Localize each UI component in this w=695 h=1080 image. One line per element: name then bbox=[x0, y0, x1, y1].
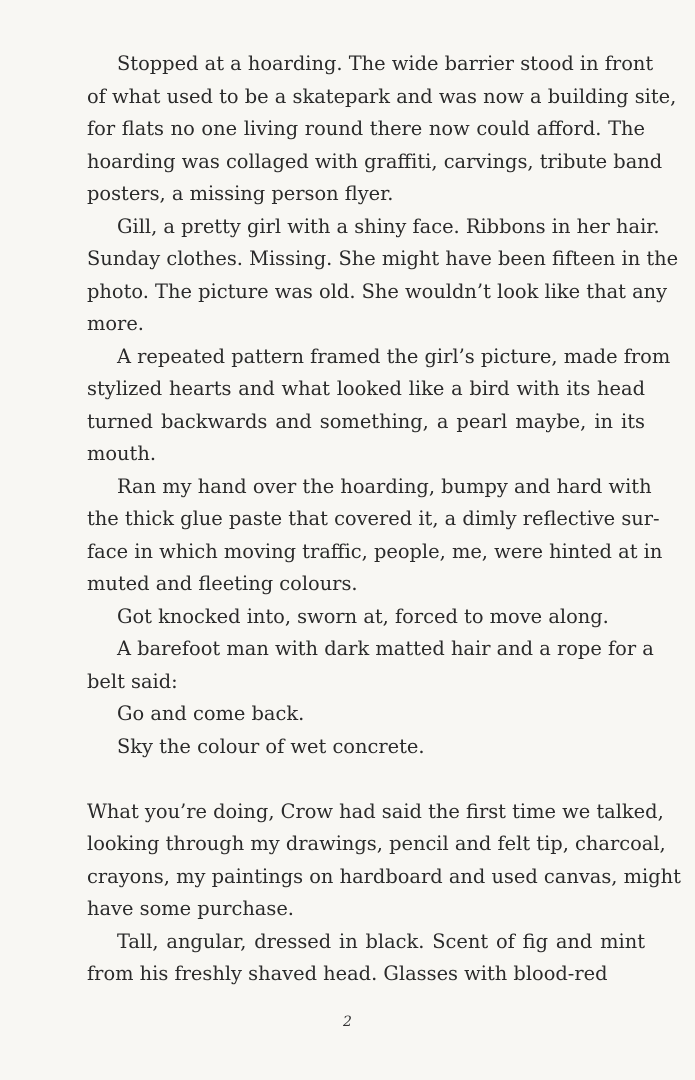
text-line: turned backwards and something, a pearl maybe, in its bbox=[87, 409, 645, 433]
text-line: Stopped at a hoarding. The wide barrier stood in front bbox=[117, 52, 654, 75]
text-line: A repeated pattern framed the girl’s picture, made from bbox=[117, 344, 671, 368]
text-line: Tall, angular, dressed in black. Scent of fig and mint bbox=[117, 929, 645, 953]
text-line: the thick glue paste that covered it, a dimly reflective sur- bbox=[87, 507, 660, 530]
paragraph bbox=[87, 633, 654, 698]
text-line: of what used to be a skatepark and was now a building site, bbox=[87, 84, 677, 108]
paragraph bbox=[87, 796, 681, 926]
text-line: A barefoot man with dark matted hair and a rope for a bbox=[117, 637, 654, 660]
text-line: face in which moving traffic, people, me, were hinted at in bbox=[87, 539, 663, 563]
text-line: mouth. bbox=[87, 442, 156, 465]
text-line: hoarding was collaged with graffiti, carvings, tribute band bbox=[87, 149, 663, 173]
paragraph bbox=[87, 926, 645, 991]
paragraph bbox=[87, 48, 677, 211]
text-line: What you’re doing, Crow had said the first time we talked, bbox=[87, 799, 664, 823]
text-line: looking through my drawings, pencil and felt tip, charcoal, bbox=[87, 832, 666, 855]
text-line: Got knocked into, sworn at, forced to move along. bbox=[117, 604, 609, 628]
paragraph bbox=[87, 341, 671, 471]
text-line: stylized hearts and what looked like a bird with its head bbox=[87, 377, 645, 400]
paragraph bbox=[87, 211, 679, 341]
text-line: more. bbox=[87, 312, 144, 335]
paragraph bbox=[87, 471, 663, 601]
body-text bbox=[87, 48, 681, 991]
text-line: for flats no one living round there now could afford. The bbox=[87, 117, 645, 140]
text-line: posters, a missing person flyer. bbox=[87, 182, 394, 205]
text-line: Go and come back. bbox=[117, 702, 305, 725]
section-break bbox=[87, 763, 645, 796]
text-line: from his freshly shaved head. Glasses with blood-red bbox=[87, 962, 608, 985]
text-line: belt said: bbox=[87, 669, 178, 693]
text-line: Sunday clothes. Missing. She might have been fifteen in the bbox=[87, 247, 679, 270]
paragraph bbox=[87, 698, 645, 731]
text-line: Sky the colour of wet concrete. bbox=[117, 734, 425, 758]
text-line: crayons, my paintings on hardboard and used canvas, might bbox=[87, 864, 681, 888]
text-line: have some purchase. bbox=[87, 897, 294, 920]
text-line: Ran my hand over the hoarding, bumpy and hard with bbox=[117, 474, 652, 498]
paragraph bbox=[87, 601, 645, 634]
text-line: photo. The picture was old. She wouldn’t look like that any bbox=[87, 279, 668, 303]
text-line: muted and fleeting colours. bbox=[87, 572, 358, 595]
page-number: 2 bbox=[343, 1014, 352, 1030]
paragraph bbox=[87, 731, 645, 764]
text-line: Gill, a pretty girl with a shiny face. Ribbons in her hair. bbox=[117, 214, 660, 238]
